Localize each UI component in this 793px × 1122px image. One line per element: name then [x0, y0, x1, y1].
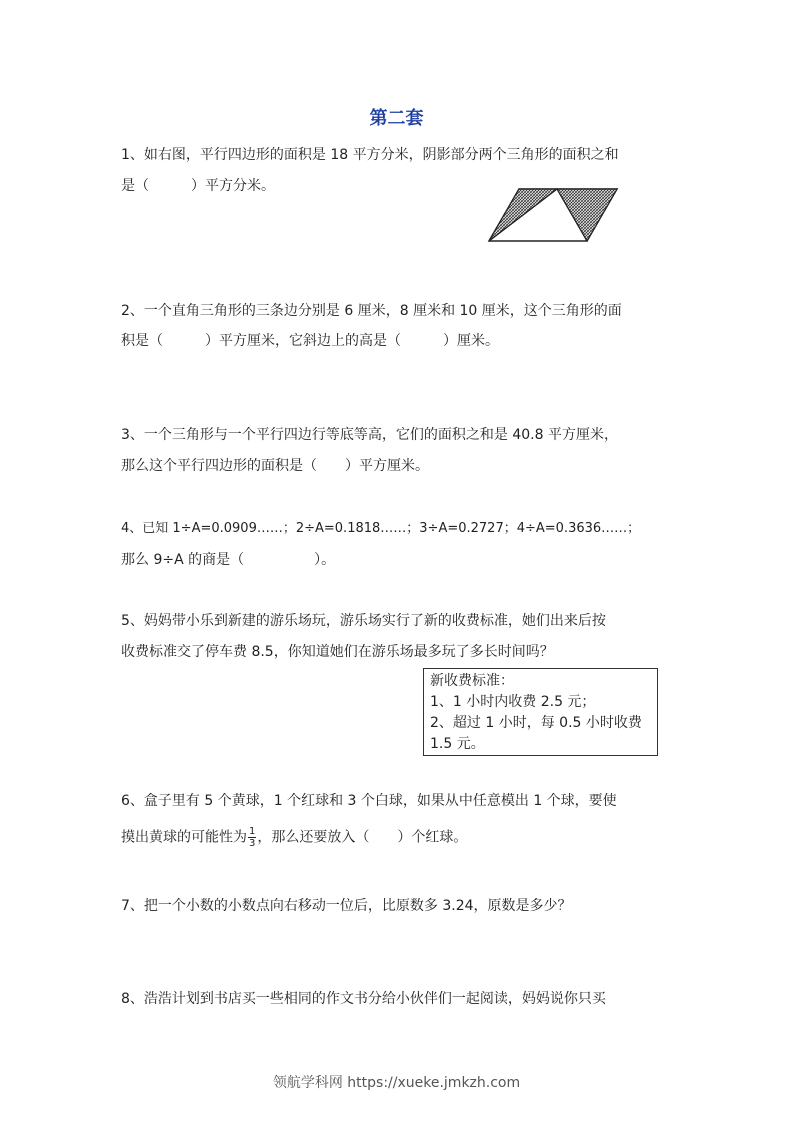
fee-box-rule-2-cont: 1.5 元。: [430, 736, 485, 752]
probability-fraction: [248, 826, 256, 849]
q6-line2-suffix: ，那么还要放入（ ）个红球。: [257, 829, 468, 846]
fee-box-rule-2: 2、超过 1 小时，每 0.5 小时收费: [430, 715, 642, 731]
q3-line1: 3、一个三角形与一个平行四边行等底等高，它们的面积之和是 40.8 平方厘米，: [121, 427, 618, 443]
footer-watermark: 领航学科网 https://xueke.jmkzh.com: [272, 1075, 521, 1091]
q4-line2: 那么 9÷A 的商是（ ）。: [121, 552, 336, 568]
q2-line2: 积是（ ）平方厘米，它斜边上的高是（ ）厘米。: [121, 333, 499, 349]
q1-line2: 是（ ）平方分米。: [121, 178, 275, 194]
q4-line1: 4、已知 1÷A=0.0909……；2÷A=0.1818……；3÷A=0.2727；4÷A=0.3636……；: [121, 521, 641, 536]
q3-line2: 那么这个平行四边形的面积是（ ）平方厘米。: [121, 458, 429, 474]
q2-line1: 2、一个直角三角形的三条边分别是 6 厘米，8 厘米和 10 厘米，这个三角形的面: [121, 303, 622, 319]
fee-standard-box: [423, 668, 658, 756]
q5-line2: 收费标准交了停车费 8.5，你知道她们在游乐场最多玩了多长时间吗？: [121, 644, 554, 660]
fraction-denominator: 3: [249, 838, 256, 849]
q6-line1: 6、盒子里有 5 个黄球，1 个红球和 3 个白球，如果从中任意模出 1 个球，要使: [121, 793, 617, 809]
q1-line1: 1、如右图，平行四边形的面积是 18 平方分米，阴影部分两个三角形的面积之和: [121, 147, 619, 163]
q7-line1: 7、把一个小数的小数点向右移动一位后，比原数多 3.24，原数是多少？: [121, 898, 572, 914]
q6-line2: [121, 826, 467, 849]
page-title: 第二套: [369, 108, 424, 129]
q8-line1: 8、浩浩计划到书店买一些相同的作文书分给小伙伴们一起阅读，妈妈说你只买: [121, 991, 606, 1007]
q5-line1: 5、妈妈带小乐到新建的游乐场玩，游乐场实行了新的收费标准，她们出来后按: [121, 613, 606, 629]
fee-box-title: 新收费标准：: [430, 673, 514, 689]
fraction-numerator: 1: [249, 826, 256, 837]
fee-box-rule-1: 1、1 小时内收费 2.5 元；: [430, 694, 596, 710]
q6-line2-prefix: 摸出黄球的可能性为: [121, 829, 247, 846]
parallelogram-figure: [486, 186, 621, 244]
